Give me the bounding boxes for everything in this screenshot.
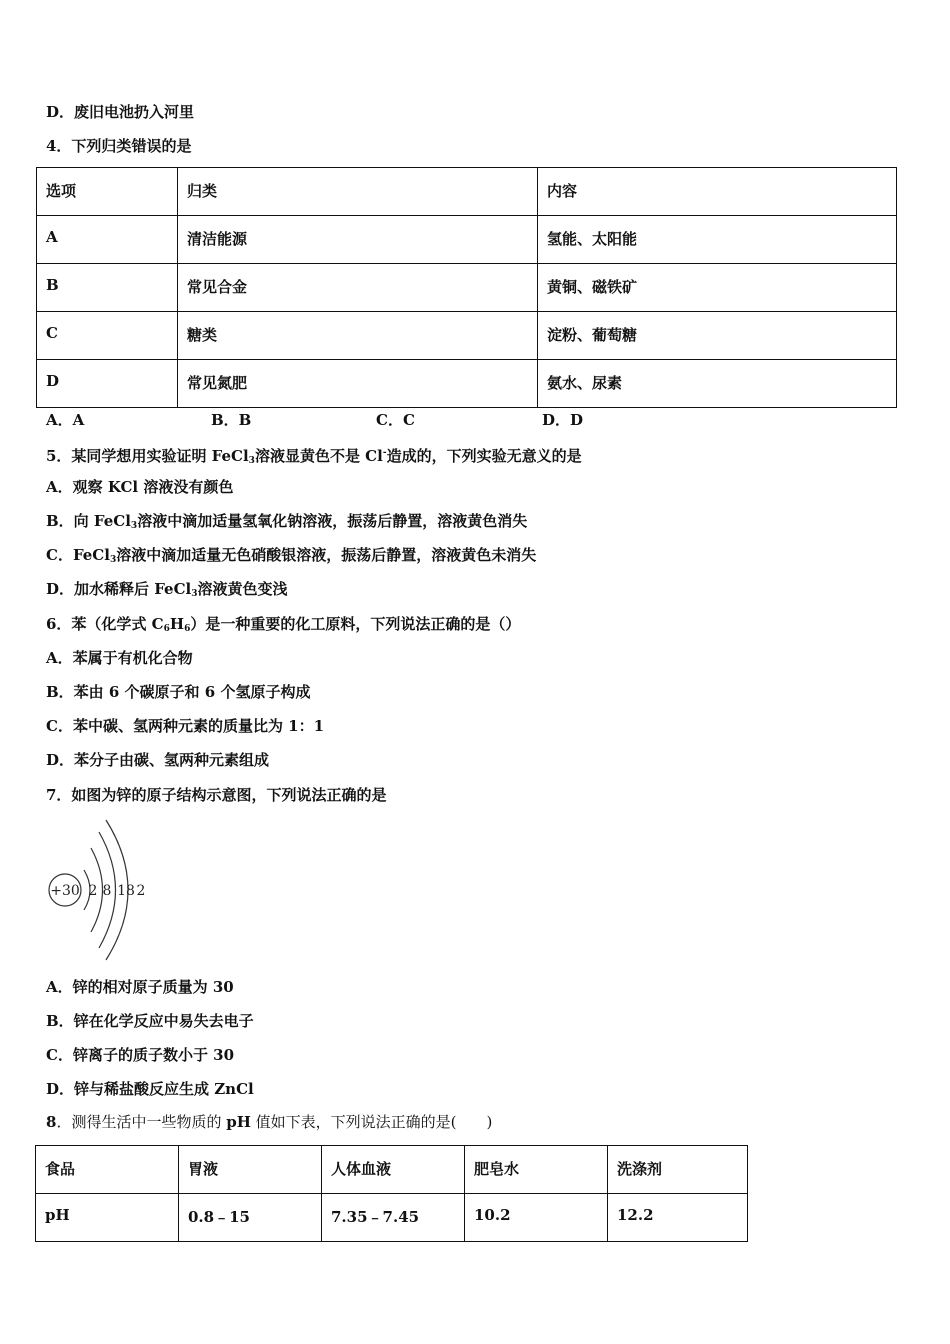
q7-option-b: B．锌在化学反应中易失去电子 bbox=[46, 1012, 254, 1030]
table-header-cell: 归类 bbox=[178, 168, 538, 216]
q6-option-d: D．苯分子由碳、氢两种元素组成 bbox=[46, 751, 270, 769]
q4-stem: 4．下列归类错误的是 bbox=[46, 137, 192, 155]
q4-option-d: D．D bbox=[542, 411, 584, 429]
table-cell: 糖类 bbox=[178, 312, 538, 360]
table-cell: 氨水、尿素 bbox=[538, 360, 897, 408]
shell-electron-count: 2 bbox=[88, 883, 98, 899]
table-row bbox=[36, 1194, 748, 1242]
q6-option-b: B．苯由 6 个碳原子和 6 个氢原子构成 bbox=[46, 683, 311, 701]
zinc-atom-structure-diagram bbox=[44, 818, 154, 963]
shell-electron-count: 18 bbox=[117, 883, 135, 899]
table-cell: 常见合金 bbox=[178, 264, 538, 312]
q6-option-a: A．苯属于有机化合物 bbox=[46, 649, 193, 667]
q6-stem: 6．苯（化学式 $C_6H_6$）是一种重要的化工原料，下列说法正确的是（） bbox=[46, 615, 521, 634]
table-row bbox=[37, 312, 897, 360]
q5-option-b: B．向 FeCl$_3$溶液中滴加适量氢氧化钠溶液，振荡后静置，溶液黄色消失 bbox=[46, 512, 528, 531]
table-cell: 0.8﹣15 bbox=[179, 1194, 322, 1242]
table-header-cell: 食品 bbox=[36, 1146, 179, 1194]
table-cell: 黄铜、磁铁矿 bbox=[538, 264, 897, 312]
table-header-cell: 胃液 bbox=[179, 1146, 322, 1194]
table-cell: B bbox=[37, 264, 178, 312]
table-cell: 7.35﹣7.45 bbox=[322, 1194, 465, 1242]
q4-option-a: A．A bbox=[46, 411, 85, 429]
classification-table bbox=[36, 167, 897, 408]
table-cell: 清洁能源 bbox=[178, 216, 538, 264]
table-cell: A bbox=[37, 216, 178, 264]
table-header-cell: 人体血液 bbox=[322, 1146, 465, 1194]
table-row bbox=[37, 360, 897, 408]
q5-stem: 5．某同学想用实验证明 FeCl$_3$溶液显黄色不是 Cl-造成的，下列实验无意义的是 bbox=[46, 447, 582, 466]
table-cell: D bbox=[37, 360, 178, 408]
nucleus-charge: +30 bbox=[50, 883, 80, 899]
table-header-cell: 内容 bbox=[538, 168, 897, 216]
ph-table bbox=[35, 1145, 748, 1242]
q7-option-c: C．锌离子的质子数小于 30 bbox=[46, 1046, 235, 1064]
q6-option-c: C．苯中碳、氢两种元素的质量比为 1：1 bbox=[46, 717, 325, 735]
q7-stem: 7．如图为锌的原子结构示意图，下列说法正确的是 bbox=[46, 786, 387, 804]
table-header-cell: 洗涤剂 bbox=[608, 1146, 748, 1194]
q7-option-d: D．锌与稀盐酸反应生成 ZnCl bbox=[46, 1080, 254, 1098]
q5-option-a: A．观察 KCl 溶液没有颜色 bbox=[46, 478, 234, 496]
shell-electron-count: 2 bbox=[136, 883, 146, 899]
table-cell: 12.2 bbox=[608, 1194, 748, 1242]
table-row bbox=[37, 168, 897, 216]
table-cell: 常见氮肥 bbox=[178, 360, 538, 408]
q3-option-d: D．废旧电池扔入河里 bbox=[46, 103, 195, 121]
table-cell: 10.2 bbox=[465, 1194, 608, 1242]
table-header-cell: 肥皂水 bbox=[465, 1146, 608, 1194]
table-cell: 淀粉、葡萄糖 bbox=[538, 312, 897, 360]
table-cell: C bbox=[37, 312, 178, 360]
q8-stem: 8．测得生活中一些物质的 pH 值如下表，下列说法正确的是( ) bbox=[46, 1113, 493, 1131]
q5-option-c: C．FeCl$_3$溶液中滴加适量无色硝酸银溶液，振荡后静置，溶液黄色未消失 bbox=[46, 546, 537, 565]
table-cell: 氢能、太阳能 bbox=[538, 216, 897, 264]
q7-option-a: A．锌的相对原子质量为 30 bbox=[46, 978, 234, 996]
q4-option-b: B．B bbox=[211, 411, 252, 429]
table-header-cell: 选项 bbox=[37, 168, 178, 216]
table-row bbox=[36, 1146, 748, 1194]
table-row bbox=[37, 216, 897, 264]
q5-option-d: D．加水稀释后 FeCl$_3$溶液黄色变浅 bbox=[46, 580, 288, 599]
shell-electron-count: 8 bbox=[102, 883, 112, 899]
table-row bbox=[37, 264, 897, 312]
table-cell: pH bbox=[36, 1194, 179, 1242]
q4-option-c: C．C bbox=[376, 411, 415, 429]
